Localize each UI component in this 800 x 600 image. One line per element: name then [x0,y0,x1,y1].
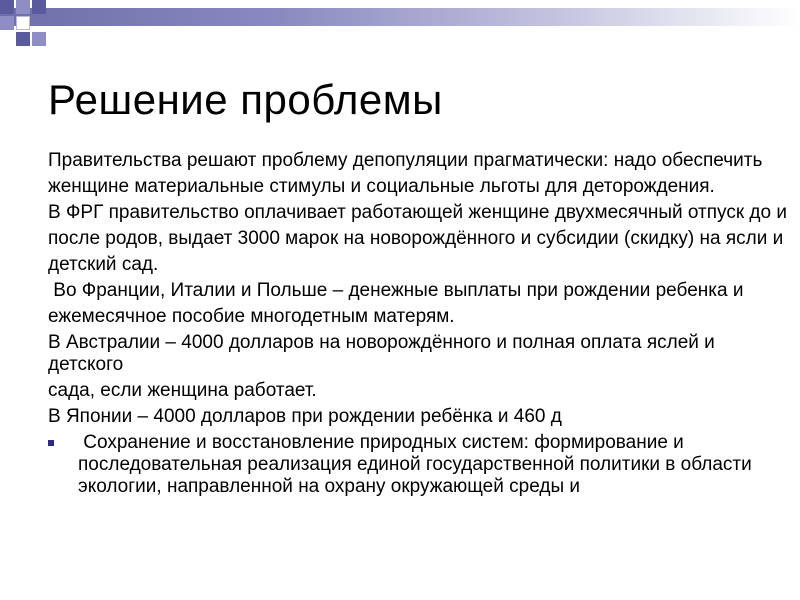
decor-square [0,0,14,14]
decor-square [32,32,46,46]
slide-body [48,150,788,498]
bullet-text: Сохранение и восстановление природных систем: формирование и последовательная реализация единой государственной политики в области экологии, направленной на охрану окружающей среды и [78,432,757,497]
body-paragraph: после родов, выдает 3000 марок на новорождённого и субсидии (скидку) на ясли и [48,228,784,249]
decor-square [16,32,30,46]
decor-square [32,0,46,14]
decorative-squares [0,0,60,50]
body-paragraph: ежемесячное пособие многодетным матерям. [48,306,455,327]
body-paragraph: сада, если женщина работает. [48,380,317,401]
slide-title: Решение проблемы [48,76,443,123]
body-paragraph: женщине материальные стимулы и социальные льготы для деторождения. [48,176,715,197]
body-paragraph: Правительства решают проблему депопуляции прагматически: надо обеспечить [48,150,763,171]
body-paragraph: Во Франции, Италии и Польше – денежные выплаты при рождении ребенка и [48,280,744,301]
body-paragraph: В Японии – 4000 долларов при рождении ребёнка и 460 д [48,406,562,427]
body-paragraph: В Австралии – 4000 долларов на новорождённого и полная оплата яслей и детского [48,332,715,375]
bullet-item [48,432,788,498]
body-paragraph: детский сад. [48,254,159,275]
body-paragraph: В ФРГ правительство оплачивает работающей женщине двухмесячный отпуск до и [48,202,787,223]
header-gradient-bar [0,8,800,26]
decor-square [16,0,30,14]
decor-square [16,16,30,30]
square-bullet-icon [48,440,54,446]
decor-square [0,16,14,30]
